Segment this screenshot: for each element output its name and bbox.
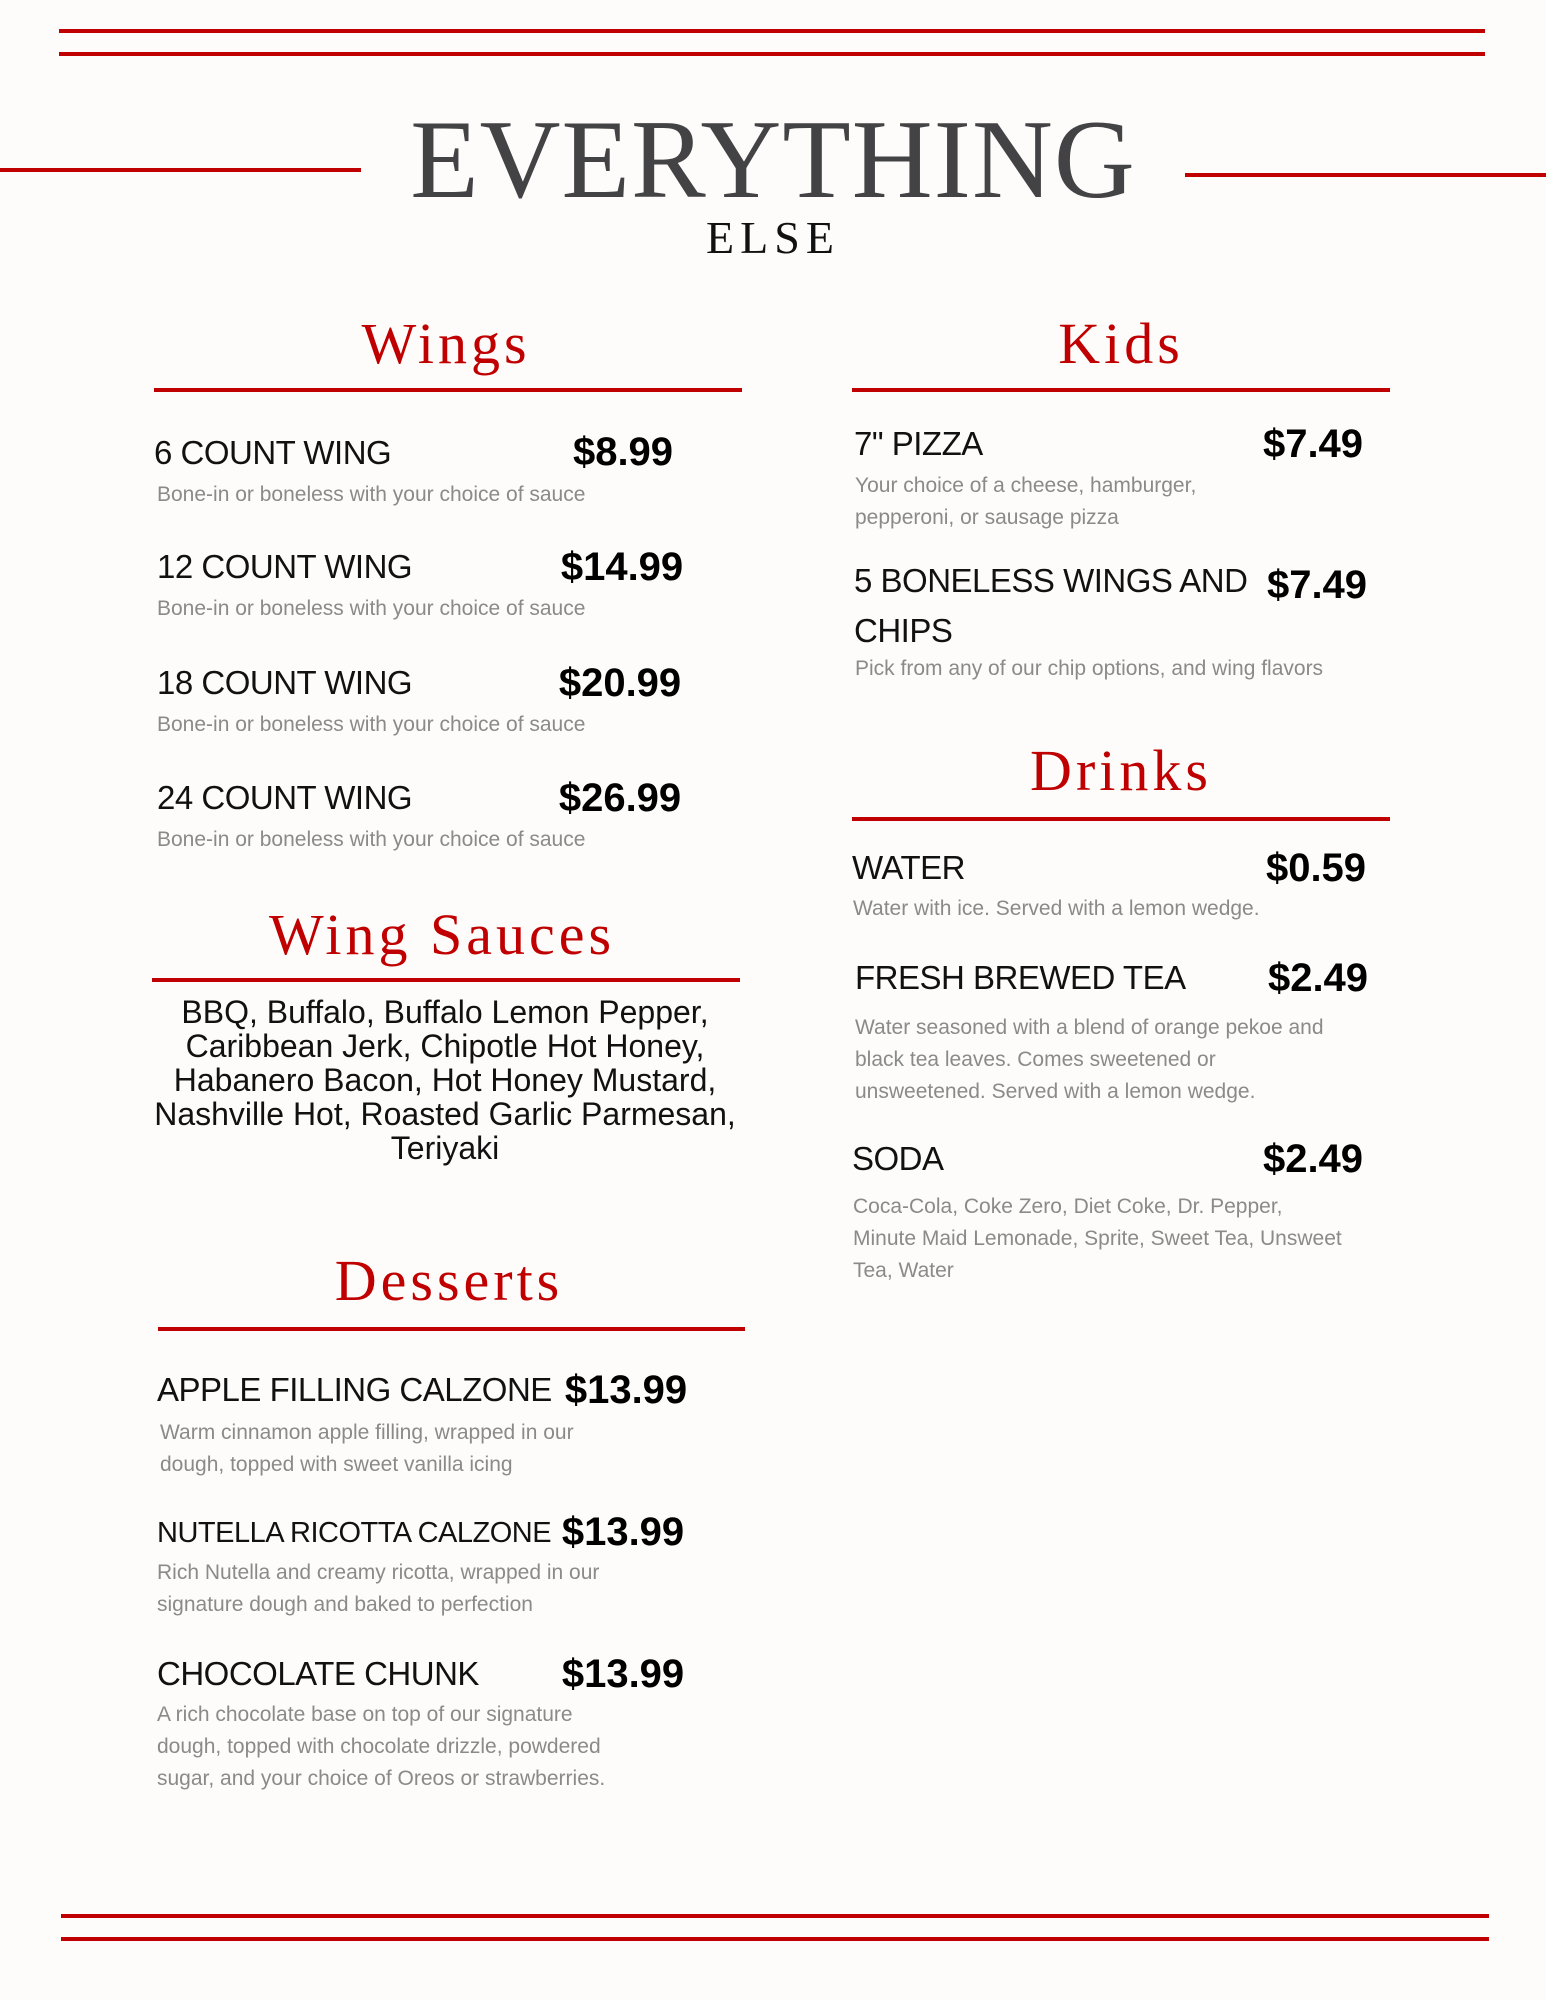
bottom-rule-2 [61,1937,1489,1941]
menu-item-price: $13.99 [561,1652,685,1696]
menu-item-name: NUTELLA RICOTTA CALZONE [157,1517,552,1549]
menu-item-price: $14.99 [560,545,684,589]
menu-item-desc: Water with ice. Served with a lemon wedge. [853,897,1260,920]
title-rule-right [1185,173,1546,177]
menu-item-name: 18 COUNT WING [157,664,413,701]
menu-item-name: WATER [852,849,965,886]
menu-item-name: 6 COUNT WING [154,434,392,471]
menu-item-desc: Bone-in or boneless with your choice of sauce [157,713,586,736]
menu-item-name: 7" PIZZA [854,425,983,462]
wings-rule [154,388,742,392]
menu-item-desc: Warm cinnamon apple filling, wrapped in our dough, topped with sweet vanilla icing [160,1421,574,1476]
menu-item-price: $13.99 [564,1368,688,1412]
menu-item-desc: Bone-in or boneless with your choice of sauce [157,828,586,851]
desserts-rule [158,1327,745,1331]
menu-item-desc: Water seasoned with a blend of orange pekoe and black tea leaves. Comes sweetened or unsweetened. Served with a lemon wedge. [855,1016,1324,1103]
bottom-rule-1 [61,1914,1489,1918]
sauces-rule [152,978,740,982]
menu-item-name: 12 COUNT WING [157,548,413,585]
menu-item-price: $8.99 [572,430,674,474]
menu-item-price: $0.59 [1265,846,1367,890]
menu-item-price: $20.99 [558,661,682,705]
menu-item-desc: Bone-in or boneless with your choice of sauce [157,483,586,506]
menu-item-price: $26.99 [558,776,682,820]
drinks-rule [852,817,1390,821]
page-title: EVERYTHING [410,98,1136,222]
menu-item-desc: A rich chocolate base on top of our signature dough, topped with chocolate drizzle, powdered sugar, and your choice of Oreos or strawberries. [157,1703,606,1790]
sauces-list: BBQ, Buffalo, Buffalo Lemon Pepper, Caribbean Jerk, Chipotle Hot Honey, Habanero Bacon, Hot Honey Mustard, Nashville Hot, Roasted Garlic Parmesan, Teriyaki [154,994,736,1166]
menu-item-desc: Pick from any of our chip options, and wing flavors [855,657,1324,680]
menu-item-price: $7.49 [1262,422,1364,466]
kids-heading: Kids [1058,311,1184,376]
menu-item-price: $7.49 [1266,563,1368,607]
menu-item-desc: Coca-Cola, Coke Zero, Diet Coke, Dr. Pepper, Minute Maid Lemonade, Sprite, Sweet Tea, Unsweet Tea, Water [853,1195,1342,1282]
drinks-heading: Drinks [1030,738,1212,803]
title-rule-left [0,168,361,172]
menu-item-desc: Bone-in or boneless with your choice of sauce [157,597,586,620]
wings-heading: Wings [361,311,531,376]
menu-item-price: $13.99 [561,1510,685,1554]
top-rule-1 [59,29,1485,33]
sauces-heading: Wing Sauces [268,902,616,967]
menu-item-name: SODA [852,1140,944,1177]
menu-item-desc: Your choice of a cheese, hamburger, pepperoni, or sausage pizza [855,474,1197,529]
menu-item-name: CHOCOLATE CHUNK [157,1655,479,1692]
page-subtitle: ELSE [706,212,840,263]
top-rule-2 [59,52,1485,56]
menu-item-price: $2.49 [1267,956,1369,1000]
menu-item-name: FRESH BREWED TEA [855,959,1186,996]
menu-item-price: $2.49 [1262,1137,1364,1181]
desserts-heading: Desserts [334,1248,564,1313]
menu-item-name: 5 BONELESS WINGS AND CHIPS [854,562,1248,649]
kids-rule [852,388,1390,392]
menu-item-desc: Rich Nutella and creamy ricotta, wrapped in our signature dough and baked to perfection [157,1561,600,1616]
menu-item-name: APPLE FILLING CALZONE [157,1371,552,1408]
menu-item-name: 24 COUNT WING [157,779,413,816]
